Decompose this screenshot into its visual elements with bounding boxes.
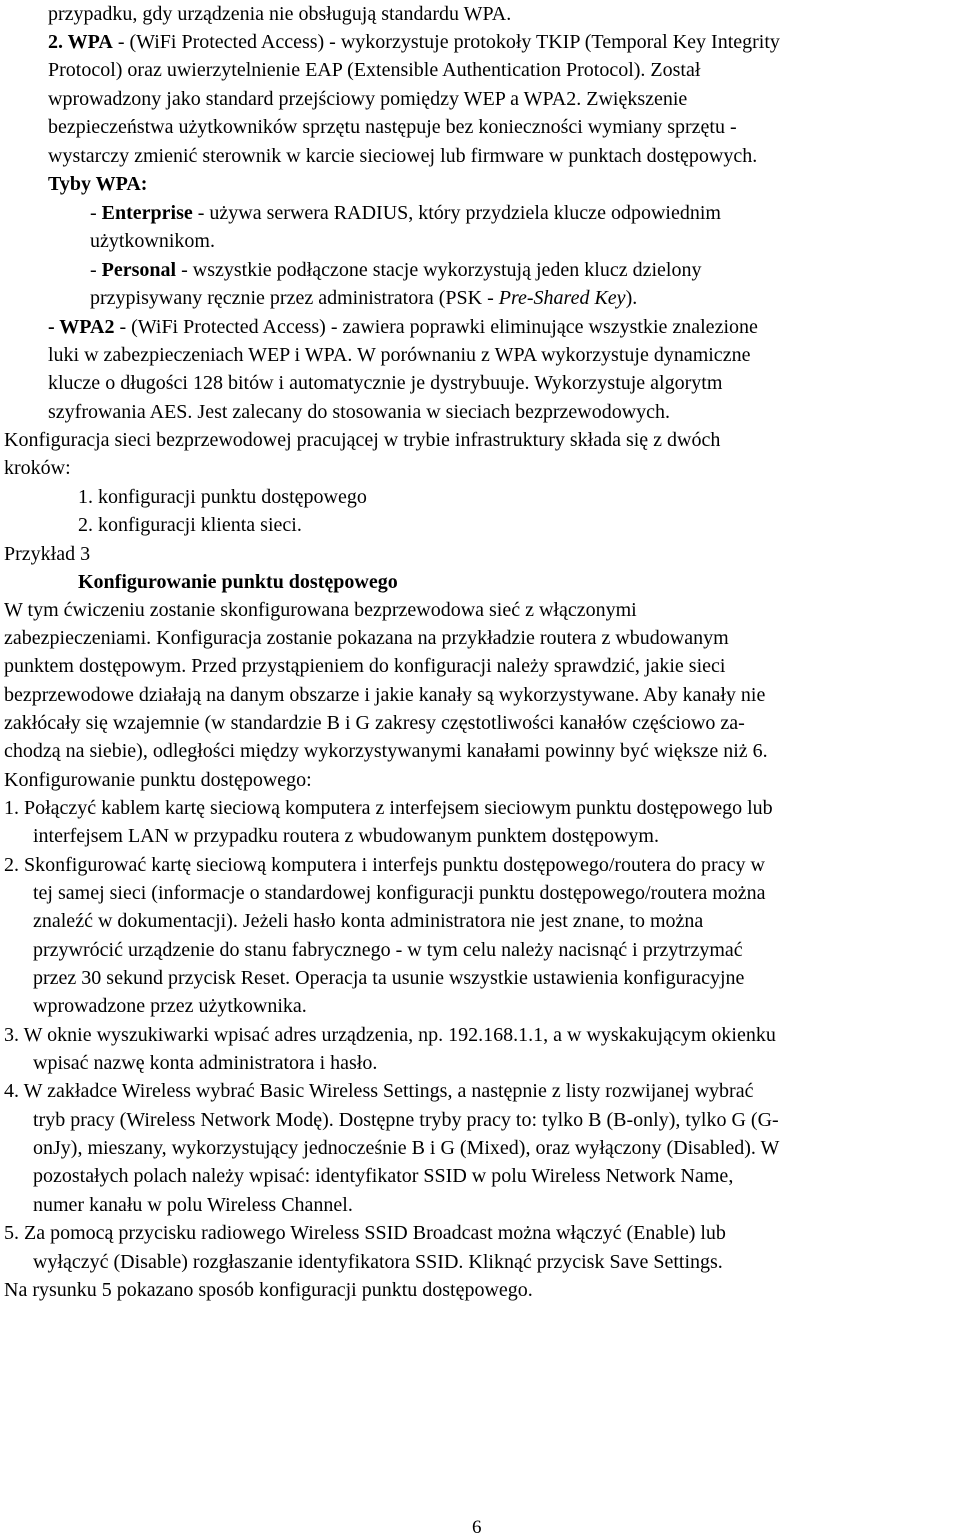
- body-text-line: Konfiguracja sieci bezprzewodowej pracującej w trybie infrastruktury składa się z dwóch: [4, 429, 721, 451]
- step-5-line: wyłączyć (Disable) rozgłaszanie identyfikatora SSID. Kliknąć przycisk Save Settings.: [33, 1251, 723, 1273]
- body-text-line: wprowadzony jako standard przejściowy pomiędzy WEP a WPA2. Zwiększenie: [48, 88, 688, 110]
- step-2-line: przez 30 sekund przycisk Reset. Operacja ta usunie wszystkie ustawienia konfiguracyjne: [33, 967, 745, 989]
- step-3-line: wpisać nazwę konta administratora i hasło.: [33, 1052, 378, 1074]
- page-number: 6: [472, 1517, 482, 1538]
- step-4-line: onJy), mieszany, wykorzystujący jednocześnie B i G (Mixed), oraz wyłączony (Disabled). W: [33, 1137, 780, 1159]
- step-2-line: tej samej sieci (informacje o standardowej konfiguracji punktu dostępowego/routera można: [33, 882, 766, 904]
- wpa-types-label: Tyby WPA:: [48, 173, 148, 195]
- wpa-types-heading: [48, 174, 147, 194]
- paragraph-line: bezprzewodowe działają na danym obszarze i jakie kanały są wykorzystywane. Aby kanały nie: [4, 684, 766, 706]
- step-2-line: wprowadzone przez użytkownika.: [33, 995, 307, 1017]
- wpa-heading-line: [48, 32, 780, 52]
- psk-term: Pre-Shared Key: [498, 287, 626, 309]
- step-4-line: numer kanału w polu Wireless Channel.: [33, 1194, 353, 1216]
- body-text-line: przypadku, gdy urządzenia nie obsługują standardu WPA.: [48, 3, 512, 25]
- body-text: - wszystkie podłączone stacje wykorzystują jeden klucz dzielony: [176, 259, 702, 281]
- config-step-2: 2. konfiguracji klienta sieci.: [78, 514, 302, 536]
- step-2-line: 2. Skonfigurować kartę sieciową komputera i interfejs punktu dostępowego/routera do pracy w: [4, 854, 765, 876]
- step-3-line: 3. W oknie wyszukiwarki wpisać adres urządzenia, np. 192.168.1.1, a w wyskakującym okienku: [4, 1024, 776, 1046]
- step-2-line: przywrócić urządzenie do stanu fabrycznego - w tym celu należy nacisnąć i przytrzymać: [33, 939, 743, 961]
- body-text: - używa serwera RADIUS, który przydziela klucze odpowiednim: [192, 202, 721, 224]
- step-1-line: 1. Połączyć kablem kartę sieciową komputera z interfejsem sieciowym punktu dostępowego lub: [4, 797, 773, 819]
- paragraph-line: zabezpieczeniami. Konfiguracja zostanie pokazana na przykładzie routera z wbudowanym: [4, 627, 729, 649]
- example-label: Przykład 3: [4, 543, 91, 565]
- body-text: ).: [625, 287, 638, 309]
- step-4-line: pozostałych polach należy wpisać: identyfikator SSID w polu Wireless Network Name,: [33, 1165, 734, 1187]
- personal-line-2: [90, 288, 637, 308]
- paragraph-line: zakłócały się wzajemnie (w standardzie B i G zakresy częstotliwości kanałów częściowo za-: [4, 712, 745, 734]
- paragraph-line: W tym ćwiczeniu zostanie skonfigurowana bezprzewodowa sieć z włączonymi: [4, 599, 637, 621]
- list-dash: -: [90, 259, 102, 281]
- body-text-line: luki w zabezpieczeniach WEP i WPA. W porównaniu z WPA wykorzystuje dynamiczne: [48, 344, 751, 366]
- body-text-line: użytkownikom.: [90, 230, 215, 252]
- body-text-line: szyfrowania AES. Jest zalecany do stosowania w sieciach bezprzewodowych.: [48, 401, 671, 423]
- body-text-line: kroków:: [4, 457, 71, 479]
- step-1-line: interfejsem LAN w przypadku routera z wbudowanym punktem dostępowym.: [33, 825, 659, 847]
- body-text: przypisywany ręcznie przez administratora (PSK -: [90, 287, 499, 309]
- personal-item: [90, 260, 701, 280]
- config-step-1: 1. konfiguracji punktu dostępowego: [78, 486, 367, 508]
- step-5-line: 5. Za pomocą przycisku radiowego Wireless SSID Broadcast można włączyć (Enable) lub: [4, 1222, 726, 1244]
- closing-text: Na rysunku 5 pokazano sposób konfiguracji punktu dostępowego.: [4, 1279, 533, 1301]
- body-text: - (WiFi Protected Access) - wykorzystuje protokoły TKIP (Temporal Key Integrity: [112, 31, 780, 53]
- enterprise-term: Enterprise: [101, 202, 193, 224]
- body-text-line: wystarczy zmienić sterownik w karcie sieciowej lub firmware w punktach dostępowych.: [48, 145, 758, 167]
- step-4-line: 4. W zakładce Wireless wybrać Basic Wireless Settings, a następnie z listy rozwijanej wybrać: [4, 1080, 754, 1102]
- wpa-term: 2. WPA: [48, 31, 113, 53]
- enterprise-item: [90, 203, 721, 223]
- example-title: Konfigurowanie punktu dostępowego: [78, 571, 398, 593]
- body-text-line: Protocol) oraz uwierzytelnienie EAP (Extensible Authentication Protocol). Został: [48, 59, 701, 81]
- paragraph-line: chodzą na siebie), odległości między wykorzystywanymi kanałami powinny być większe niż 6.: [4, 740, 768, 762]
- personal-term: Personal: [101, 259, 177, 281]
- body-text-line: klucze o długości 128 bitów i automatycznie je dystrybuuje. Wykorzystuje algorytm: [48, 372, 723, 394]
- step-2-line: znaleźć w dokumentacji). Jeżeli hasło konta administratora nie jest znane, to można: [33, 910, 704, 932]
- body-text: - (WiFi Protected Access) - zawiera poprawki eliminujące wszystkie znalezione: [114, 316, 758, 338]
- list-dash: -: [90, 202, 102, 224]
- body-text-line: bezpieczeństwa użytkowników sprzętu następuje bez konieczności wymiany sprzętu -: [48, 116, 737, 138]
- step-4-line: tryb pracy (Wireless Network Modę). Dostępne tryby pracy to: tylko B (B-only), tylko G (G-: [33, 1109, 779, 1131]
- steps-heading: Konfigurowanie punktu dostępowego:: [4, 769, 312, 791]
- paragraph-line: punktem dostępowym. Przed przystąpieniem do konfiguracji należy sprawdzić, jakie sieci: [4, 655, 726, 677]
- wpa2-heading-line: [48, 317, 758, 337]
- wpa2-term: - WPA2: [48, 316, 115, 338]
